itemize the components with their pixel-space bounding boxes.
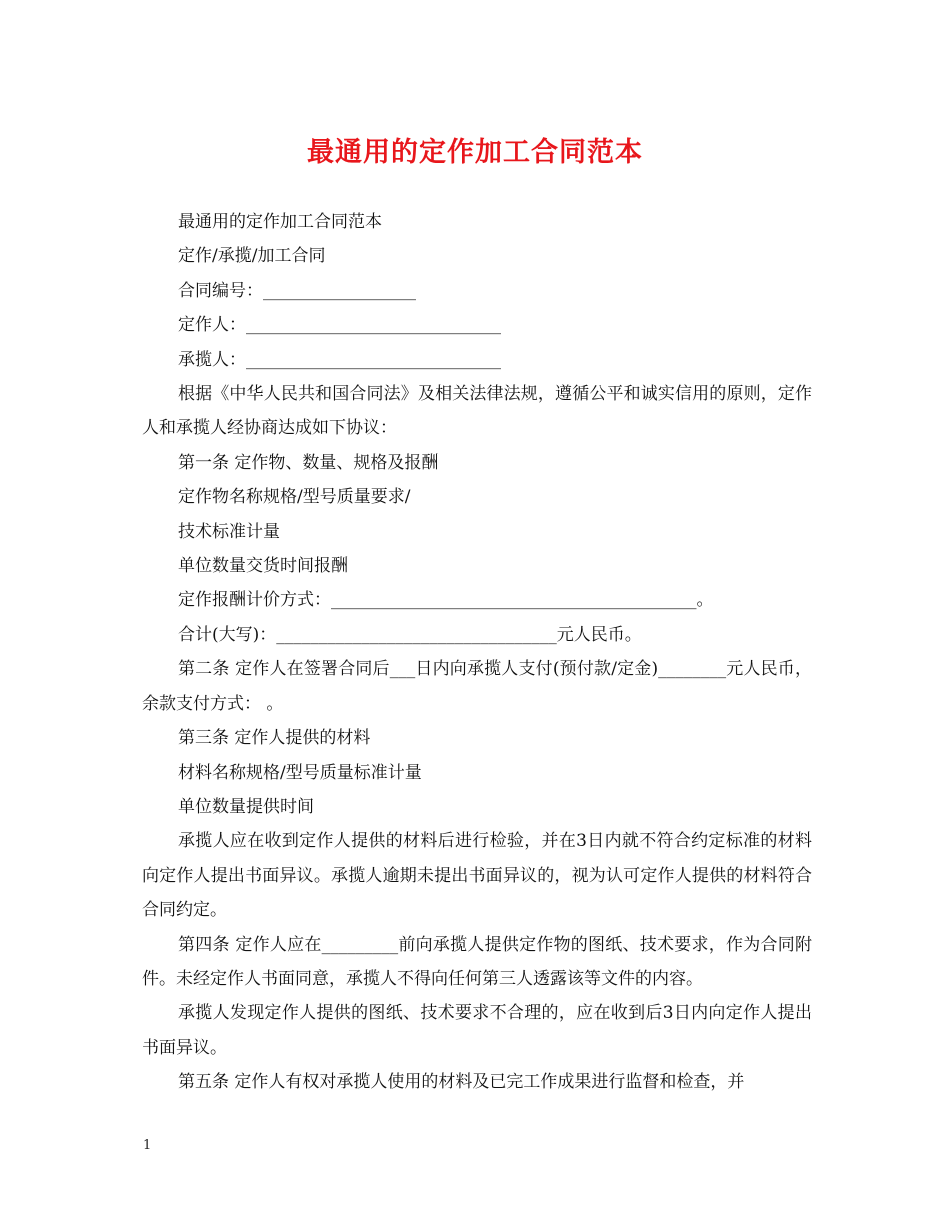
paragraph: 承揽人：______________________________ — [178, 349, 501, 370]
paragraph: 第四条 定作人应在_________前向承揽人提供定作物的图纸、技术要求，作为合同附件。未经定作人书面同意，承揽人不得向任何第三人透露该等文件的内容。 — [142, 934, 812, 989]
paragraph: 最通用的定作加工合同范本 — [178, 212, 382, 232]
paragraph: 定作报酬计价方式：___________________________________________。 — [178, 590, 714, 611]
paragraph: 材料名称规格/型号质量标准计量 — [178, 762, 422, 783]
paragraph: 合同编号：__________________ — [178, 280, 416, 301]
paragraph: 承揽人发现定作人提供的图纸、技术要求不合理的，应在收到后3日内向定作人提出书面异议。 — [142, 1003, 812, 1058]
paragraph: 单位数量提供时间 — [178, 796, 314, 817]
paragraph: 单位数量交货时间报酬 — [178, 556, 348, 577]
paragraph: 第五条 定作人有权对承揽人使用的材料及已完工作成果进行监督和检查，并 — [178, 1072, 745, 1093]
paragraph: 定作物名称规格/型号质量要求/ — [178, 487, 411, 508]
paragraph: 第一条 定作物、数量、规格及报酬 — [178, 452, 439, 473]
paragraph: 技术标准计量 — [178, 521, 280, 542]
paragraph: 第三条 定作人提供的材料 — [178, 728, 371, 749]
paragraph: 合计(大写)：_________________________________元人民币。 — [178, 624, 642, 645]
paragraph: 定作/承揽/加工合同 — [178, 246, 326, 267]
paragraph: 根据《中华人民共和国合同法》及相关法律法规，遵循公平和诚实信用的原则，定作人和承揽人经协商达成如下协议： — [142, 384, 812, 439]
page-number: 1 — [143, 1138, 152, 1153]
document-body — [142, 205, 812, 1100]
paragraph: 定作人：______________________________ — [178, 315, 501, 336]
document-title: 最通用的定作加工合同范本 — [307, 137, 643, 168]
paragraph: 第二条 定作人在签署合同后___日内向承揽人支付(预付款/定金)________元人民币，余款支付方式： 。 — [142, 659, 812, 714]
paragraph: 承揽人应在收到定作人提供的材料后进行检验，并在3日内就不符合约定标准的材料向定作人提出书面异议。承揽人逾期未提出书面异议的，视为认可定作人提供的材料符合合同约定。 — [142, 831, 812, 921]
